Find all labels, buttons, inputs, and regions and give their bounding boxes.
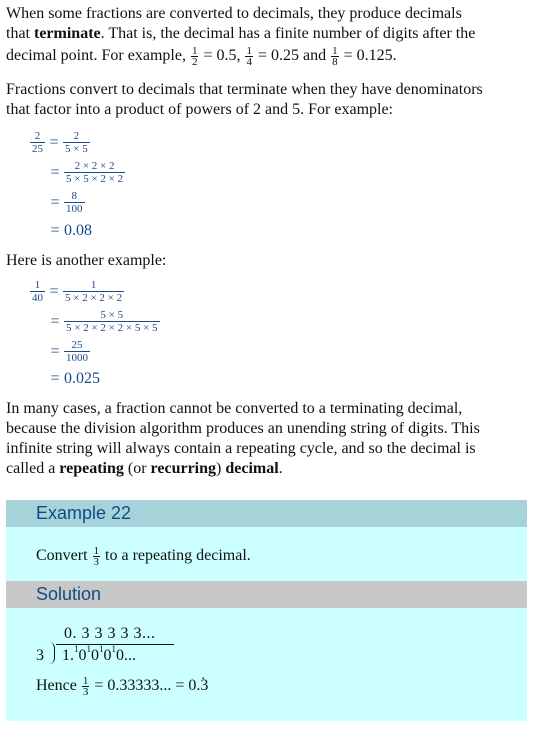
repeating-decimal-paragraph bbox=[6, 399, 521, 479]
para2-line-1: Fractions convert to decimals that terminate when they have denominators bbox=[6, 81, 483, 98]
intro-paragraph bbox=[6, 4, 521, 67]
intro-line-2: that terminate. That is, the decimal has a finite number of digits after the bbox=[6, 25, 476, 42]
solution-title: Solution bbox=[6, 581, 527, 608]
recurring-digit: . 3 bbox=[200, 676, 208, 696]
quotient: 0. 3 3 3 3 3... bbox=[64, 625, 156, 642]
another-example-label: Here is another example: bbox=[6, 252, 167, 269]
para3-line-4: called a repeating (or recurring) decimal. bbox=[6, 460, 283, 477]
fraction-one-quarter: $\frac{1}{4}$ bbox=[246, 45, 252, 68]
intro-line-3: decimal point. For example, $\frac{1}{2}$ = 0.5, $\frac{1}{4}$ = 0.25 and $\frac{1}{8}$ = 0.125. bbox=[6, 45, 397, 68]
term-decimal: decimal bbox=[225, 460, 279, 477]
para3-line-2: because the division algorithm produces an unending string of digits. This bbox=[6, 420, 480, 437]
division-bracket bbox=[48, 642, 55, 664]
step-3-fraction: $\frac{25}{1000}$ bbox=[66, 339, 88, 364]
term-recurring: recurring bbox=[150, 460, 217, 477]
para3-line-1: In many cases, a fraction cannot be converted to a terminating decimal, bbox=[6, 400, 463, 417]
para2-line-2: that factor into a product of powers of 2 and 5. For example: bbox=[6, 101, 393, 118]
result-value: 0.08 bbox=[64, 222, 92, 239]
step-2-fraction: $\frac{5 \times 5}{5 \times 2 \times 2 \times 2 \times 5 \times 5}$ bbox=[66, 309, 158, 334]
para3-line-3: infinite string will always contain a repeating cycle, and so the decimal is bbox=[6, 440, 476, 457]
step-3-fraction: $\frac{8}{100}$ bbox=[66, 190, 83, 215]
term-repeating: repeating bbox=[59, 460, 124, 477]
lhs-fraction: $\frac{2}{25}$ bbox=[32, 130, 43, 155]
intro-line-1: When some fractions are converted to decimals, they produce decimals bbox=[6, 5, 462, 22]
fraction-one-eighth: $\frac{1}{8}$ bbox=[332, 45, 338, 68]
fraction-one-third: $\frac{1}{3}$ bbox=[93, 545, 100, 568]
example-title: Example 22 bbox=[6, 500, 527, 527]
page: When some fractions are converted to decimals, they produce decimals that terminate. That is, the decimal has a finite number of digits after the decimal point. For example, $\frac{1}{2}$ = 0.5, $\frac{1}{4}$ = 0.25 and $\frac{1}{8}$ = 0.125. Fractions convert to decimals that terminate when they have denominators that factor into a product of powers of 2 and 5. For example: $\frac{2}{25}$ = $\frac{2}{5 \times 5}$ = $\frac{2 \times 2 \times 2}{5 \times 5 \times 2 \times 2}$ = $\frac{8}{100}$ = 0.08 Here is another example: $\frac{1}{40}$ = $\frac{1}{5 \times 2 \times 2 \times 2}$ = $\frac{5 \times 5}{5 \times 2 \times 2 \times 2 \times 5 \times 5}$ = $\frac{25}{1000}$ = 0.025 In many cases, a fraction cannot be converted to a terminating decimal, because the division algorithm produces an unending string of digits. This infinite string will always contain a repeating cycle, and so the decimal is called a repeating (or recurring) decimal. Example 22 Convert $\frac{1}{3}$ to a repeating decimal. Solution 0. 3 3 3 3 3... 3 $1.^10^10^10^10$... Hence $\frac{1}{3}$ = 0.33333... = 0.. 3 bbox=[0, 0, 535, 731]
fraction-one-third: $\frac{1}{3}$ bbox=[82, 675, 89, 698]
example-22-panel bbox=[6, 500, 527, 721]
denominators-paragraph bbox=[6, 80, 521, 120]
fraction-one-half: $\frac{1}{2}$ bbox=[191, 45, 198, 68]
example-task-area bbox=[6, 527, 527, 581]
divisor: 3 bbox=[36, 647, 44, 664]
lhs-fraction: $\frac{1}{40}$ bbox=[32, 279, 43, 304]
term-terminate: terminate bbox=[34, 25, 101, 42]
step-1-fraction: $\frac{2}{5 \times 5}$ bbox=[65, 130, 88, 155]
result-value: 0.025 bbox=[64, 370, 100, 387]
step-2-fraction: $\frac{2 \times 2 \times 2}{5 \times 5 \times 2 \times 2}$ bbox=[66, 160, 124, 185]
example-task: Convert $\frac{1}{3}$ to a repeating decimal. bbox=[36, 545, 251, 568]
dividend: $1.^10^10^10^10$... bbox=[62, 643, 136, 664]
solution-area bbox=[6, 608, 527, 721]
step-1-fraction: $\frac{1}{5 \times 2 \times 2 \times 2}$ bbox=[65, 279, 123, 304]
solution-conclusion: Hence $\frac{1}{3}$ = 0.33333... = 0.. 3 bbox=[36, 676, 208, 697]
